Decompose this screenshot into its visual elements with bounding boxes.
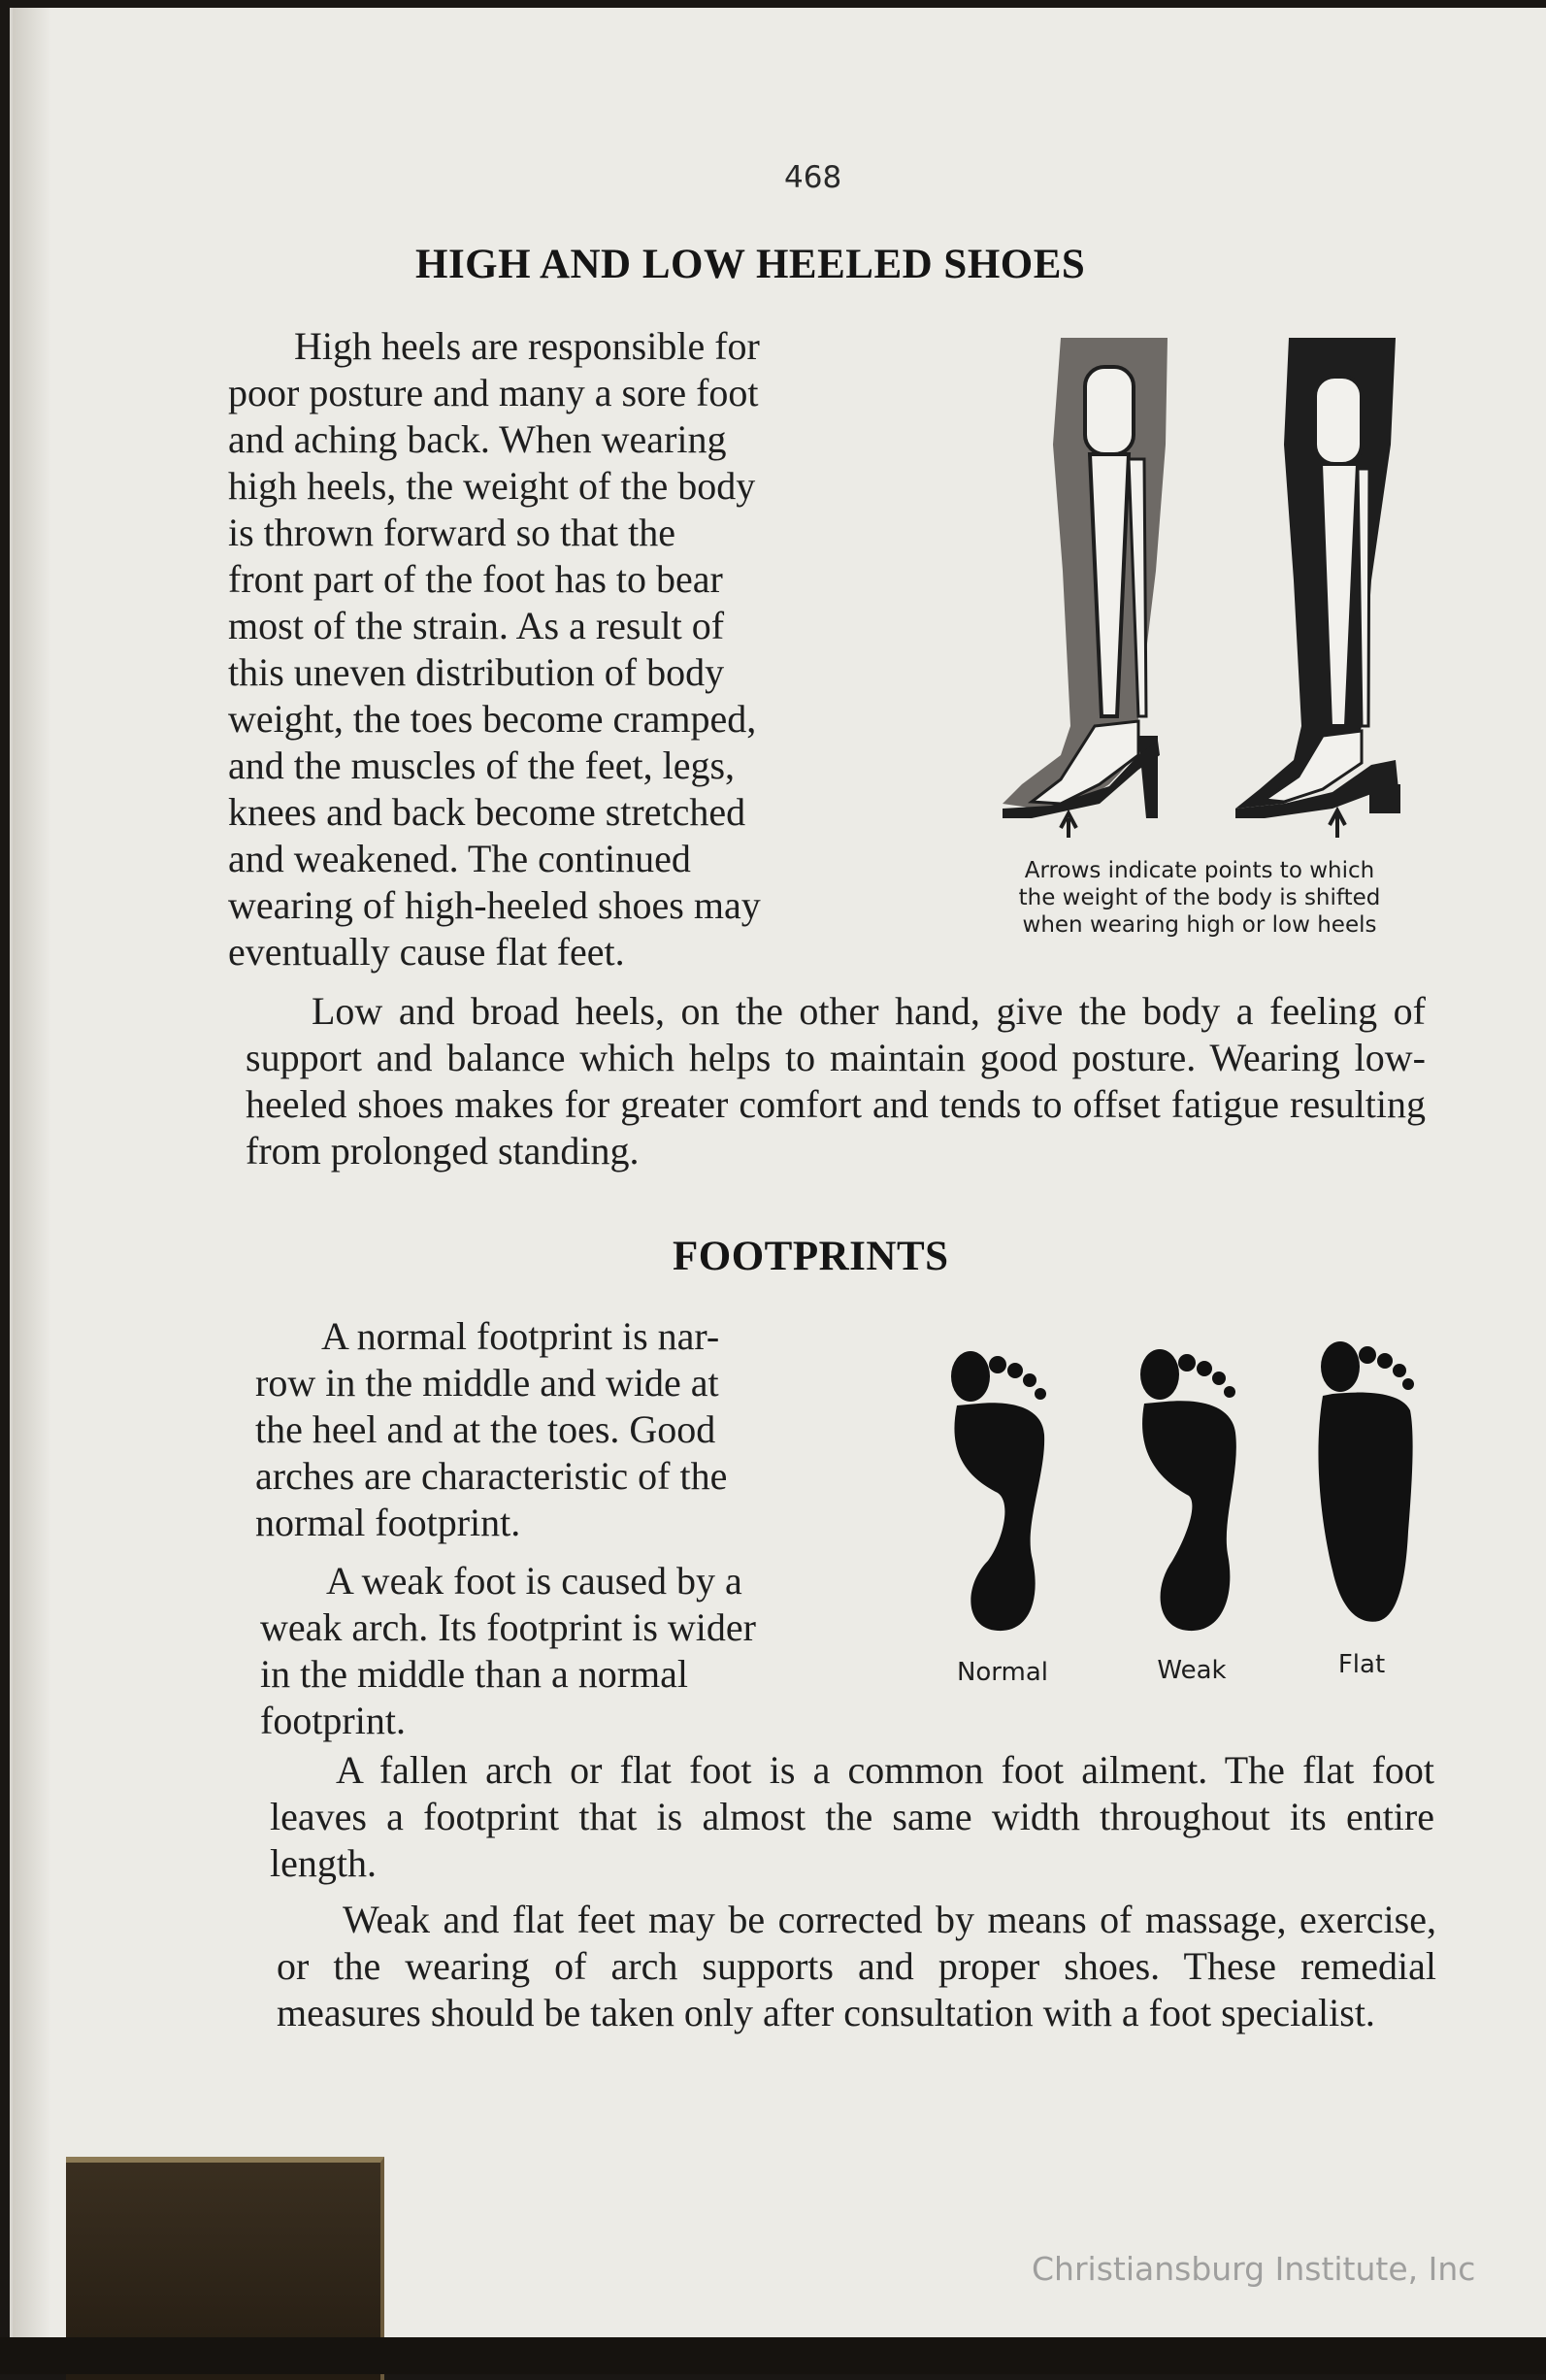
heels-illustration-caption — [962, 857, 1437, 939]
watermark: Christiansburg Institute, Inc — [1032, 2250, 1476, 2288]
label-weak: Weak — [1157, 1656, 1227, 1685]
heels-paragraph-1 — [228, 323, 917, 975]
label-flat: Flat — [1337, 1650, 1386, 1679]
page-gutter-shadow — [13, 8, 51, 2337]
caption-line: when wearing high or low heels — [1022, 912, 1377, 938]
text-line: wearing of high-heeled shoes may — [228, 883, 761, 927]
label-normal: Normal — [956, 1658, 1049, 1687]
text-line: row in the middle and wide at — [255, 1361, 719, 1405]
caption-line: Arrows indicate points to which — [1024, 858, 1375, 883]
text-line: knees and back become stretched — [228, 790, 746, 834]
text-line: eventually cause flat feet. — [228, 930, 625, 974]
text-line: arches are characteristic of the — [255, 1454, 728, 1498]
book-page — [10, 8, 1546, 2337]
low-heel-leg-illustration — [1226, 328, 1449, 852]
section-title-heels: HIGH AND LOW HEELED SHOES — [415, 242, 1086, 287]
text-line: this uneven distribution of body — [228, 650, 725, 694]
normal-footprint-icon — [939, 1347, 1066, 1638]
footprints-paragraph-1 — [255, 1313, 867, 1546]
text-line: A normal footprint is nar- — [321, 1314, 720, 1358]
weak-footprint-icon — [1129, 1345, 1255, 1636]
text-line: A weak foot is caused by a — [326, 1559, 742, 1603]
text-line: front part of the foot has to bear — [228, 557, 723, 601]
text-line: weight, the toes become cramped, — [228, 697, 757, 741]
text-line: in the middle than a normal — [260, 1652, 688, 1696]
footprints-paragraph-2 — [260, 1558, 872, 1744]
text-line: footprint. — [260, 1699, 406, 1742]
page-number: 468 — [784, 160, 842, 195]
footprints-paragraph-3: A fallen arch or flat foot is a common foot ailment. The flat foot leaves a footprint that is almost the same width throughout its entire length. — [270, 1748, 1434, 1885]
text-line: High heels are responsible for — [294, 324, 760, 368]
text-line: normal footprint. — [255, 1501, 521, 1544]
text-line: poor posture and many a sore foot — [228, 371, 759, 414]
section-title-footprints: FOOTPRINTS — [673, 1234, 949, 1279]
text-line: high heels, the weight of the body — [228, 464, 756, 508]
text-line: the heel and at the toes. Good — [255, 1407, 716, 1451]
footprints-paragraph-4: Weak and flat feet may be corrected by means of massage, exercise, or the wearing of arch supports and proper shoes. These remedial measures should be taken only after consultation with a foot specialist. — [277, 1898, 1436, 2034]
text-line: and aching back. When wearing — [228, 417, 727, 461]
text-line: is thrown forward so that the — [228, 511, 676, 554]
high-heel-leg-illustration — [993, 328, 1216, 852]
text-line: weak arch. Its footprint is wider — [260, 1605, 756, 1649]
text-line: and the muscles of the feet, legs, — [228, 744, 736, 787]
caption-line: the weight of the body is shifted — [1018, 885, 1381, 910]
background-edge — [0, 2337, 1546, 2374]
text-line: most of the strain. As a result of — [228, 604, 725, 647]
heels-paragraph-2: Low and broad heels, on the other hand, give the body a feeling of support and balance which helps to maintain good posture. Wearing low-heeled shoes makes for greater comfort and tends to offset fatigue resulting from prolonged standing. — [246, 989, 1426, 1173]
flat-footprint-icon — [1303, 1338, 1430, 1629]
text-line: and weakened. The continued — [228, 837, 691, 880]
